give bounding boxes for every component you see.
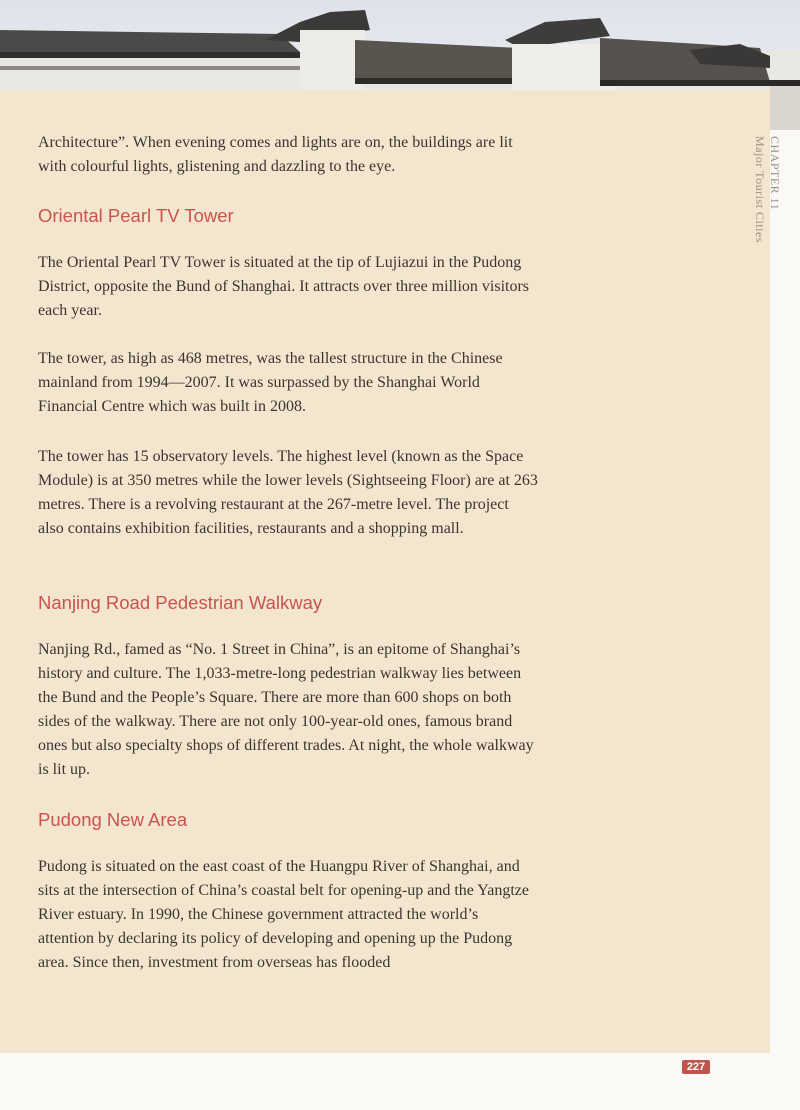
paragraph-tower-height: The tower, as high as 468 metres, was the tallest structure in the Chinese mainland from 1994—2007. It was surpassed by the Shanghai World Financial Centre which was built in 2008. <box>38 350 503 415</box>
paragraph-pudong: Pudong is situated on the east coast of the Huangpu River of Shanghai, and sits at the intersection of China’s coastal belt for opening-up and the Yangtze River estuary. In 1990, the Chinese government attracted the world’s attention by declaring its policy of developing and opening up the Pudong area. Since then, investment from overseas has flooded <box>38 858 529 971</box>
page-number-badge: 227 <box>682 1060 710 1074</box>
paragraph-tower-levels: The tower has 15 observatory levels. The highest level (known as the Space Module) is at 350 metres while the lower levels (Sightseeing Floor) are at 263 metres. There is a revolving restaurant at the 267-metre level. The project also contains exhibition facilities, restaurants and a shopping mall. <box>38 448 538 537</box>
heading-pudong-new-area: Pudong New Area <box>38 809 188 830</box>
chapter-running-head <box>752 136 782 243</box>
chapter-title: Major Tourist Cities <box>753 136 767 243</box>
chapter-label: CHAPTER 11 <box>768 136 782 211</box>
paragraph-nanjing-road: Nanjing Rd., famed as “No. 1 Street in China”, is an epitome of Shanghai’s history and culture. The 1,033-metre-long pedestrian walkway lies between the Bund and the People’s Square. There are more than 600 shops on both sides of the walkway. There are not only 100-year-old ones, famous brand ones but also specialty shops of different trades. At night, the whole walkway is lit up. <box>38 641 534 778</box>
heading-oriental-pearl-tv-tower: Oriental Pearl TV Tower <box>38 205 234 226</box>
paragraph-architecture-continued: Architecture”. When evening comes and lights are on, the buildings are lit with colourful lights, glistening and dazzling to the eye. <box>38 134 513 175</box>
paragraph-tower-location: The Oriental Pearl TV Tower is situated at the tip of Lujiazui in the Pudong District, opposite the Bund of Shanghai. It attracts over three million visitors each year. <box>38 254 530 319</box>
heading-nanjing-road: Nanjing Road Pedestrian Walkway <box>38 592 323 613</box>
